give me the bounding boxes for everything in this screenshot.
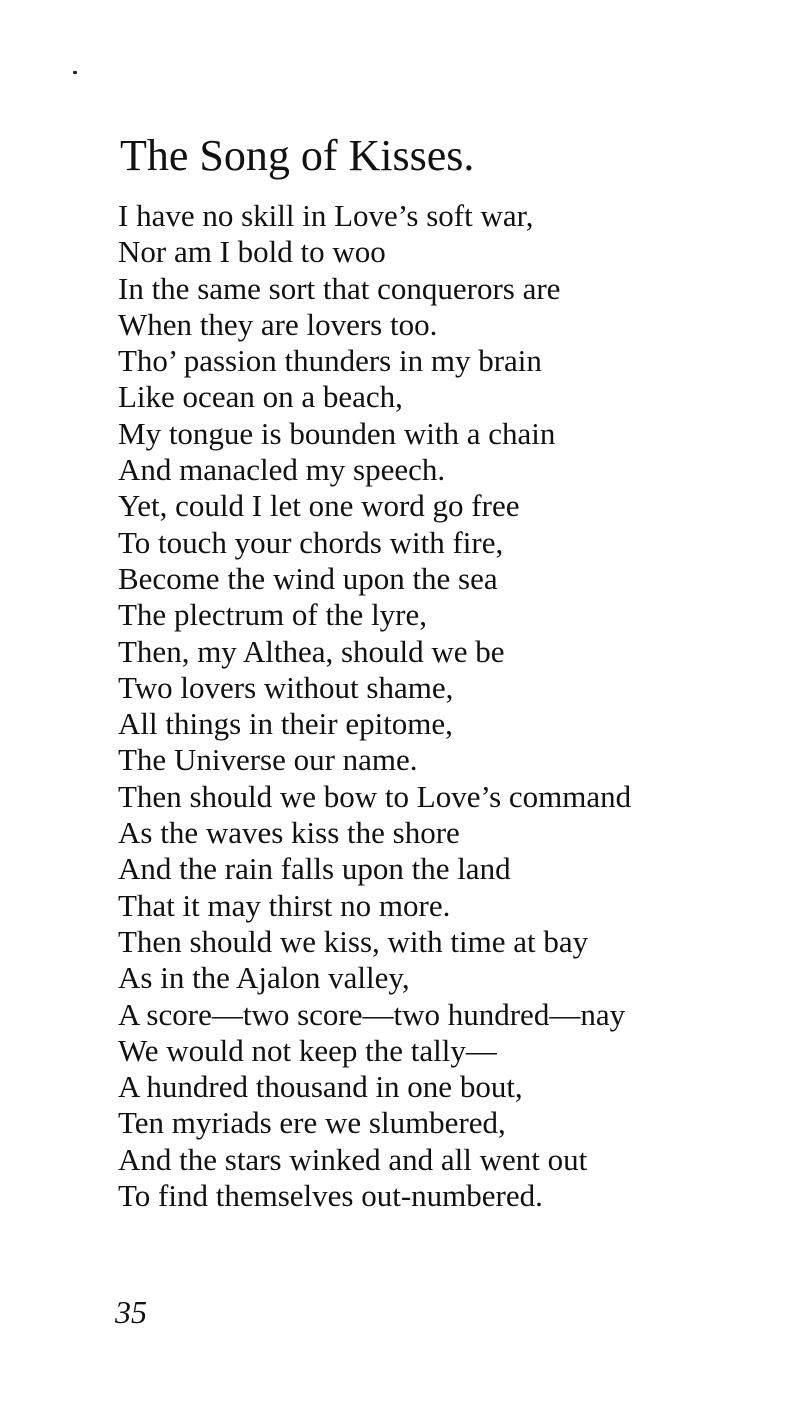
poem-line: To find themselves out-numbered.: [118, 1178, 543, 1214]
poem-line: I have no skill in Love’s soft war,: [118, 198, 534, 233]
poem-line: And the rain falls upon the land: [118, 851, 511, 887]
ink-speck: [73, 71, 77, 74]
poem-line: As the waves kiss the shore: [118, 815, 460, 851]
poem-line: Then, my Althea, should we be: [118, 633, 505, 669]
poem-line: That it may thirst no more.: [118, 887, 451, 923]
poem-line: And manacled my speech.: [118, 452, 446, 488]
page-number: 35: [115, 1294, 147, 1330]
poem-line: Then should we kiss, with time at bay: [118, 923, 589, 959]
poem-line: Like ocean on a beach,: [118, 379, 403, 415]
poem-line: Become the wind upon the sea: [118, 560, 498, 596]
poem-line: When they are lovers too.: [118, 306, 438, 342]
poem-body: [118, 198, 631, 1214]
poem-line: Then should we bow to Love’s command: [118, 778, 632, 814]
poem-line: The Universe our name.: [118, 742, 418, 778]
poem-line: To touch your chords with fire,: [118, 524, 504, 560]
poem-line: And the stars winked and all went out: [118, 1141, 588, 1177]
poem-line: Two lovers without shame,: [118, 669, 454, 705]
poem-line: Tho’ passion thunders in my brain: [118, 343, 542, 379]
poem-line: The plectrum of the lyre,: [118, 597, 428, 633]
poem-line: All things in their epitome,: [118, 706, 453, 742]
poem-line: As in the Ajalon valley,: [118, 960, 410, 996]
poem-line: A hundred thousand in one bout,: [118, 1069, 523, 1105]
poem-title: The Song of Kisses.: [120, 131, 475, 180]
poem-line: Ten myriads ere we slumbered,: [118, 1105, 506, 1141]
poem-line: We would not keep the tally—: [118, 1032, 497, 1068]
poem-line: A score—two score—two hundred—nay: [118, 996, 626, 1032]
poem-line: Nor am I bold to woo: [118, 234, 386, 270]
poem-line: My tongue is bounden with a chain: [118, 415, 556, 451]
poem-line: Yet, could I let one word go free: [118, 488, 520, 524]
poem-line: In the same sort that conquerors are: [118, 270, 561, 306]
